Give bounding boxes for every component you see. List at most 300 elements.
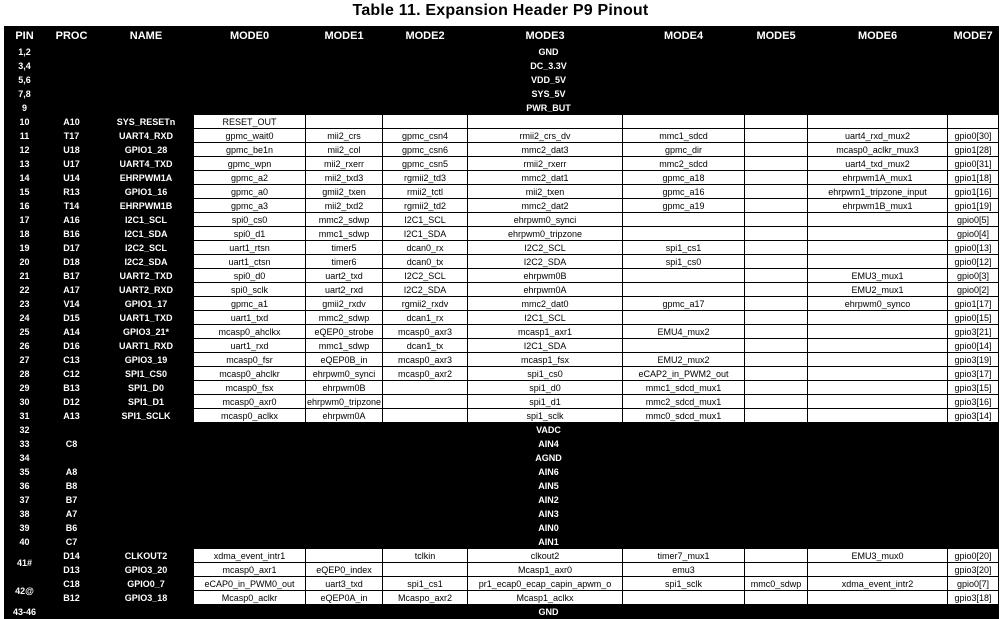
header-mode0: MODE0 [194, 27, 306, 45]
pin-cell: 9 [5, 101, 45, 115]
mode7-cell: gpio0[13] [948, 241, 999, 255]
mode5-cell [745, 143, 808, 157]
spanned-function-cell: PWR_BUT [99, 101, 999, 115]
mode7-cell: gpio3[18] [948, 591, 999, 605]
mode4-cell: spi1_cs0 [623, 255, 745, 269]
table-row [5, 311, 999, 325]
proc-cell: A13 [45, 409, 99, 423]
mode1-cell: mmc2_sdwp [306, 311, 383, 325]
mode6-cell: EMU3_mux0 [808, 549, 948, 563]
mode6-cell: uart4_txd_mux2 [808, 157, 948, 171]
mode1-cell: timer6 [306, 255, 383, 269]
table-row [5, 227, 999, 241]
name-cell: GPIO3_21* [99, 325, 194, 339]
pin-cell: 20 [5, 255, 45, 269]
mode0-cell: gpmc_wpn [194, 157, 306, 171]
header-mode4: MODE4 [623, 27, 745, 45]
mode5-cell [745, 395, 808, 409]
mode1-cell: ehrpwm0A [306, 409, 383, 423]
proc-cell: R13 [45, 185, 99, 199]
mode0-cell: RESET_OUT [194, 115, 306, 129]
mode6-cell: EMU2_mux1 [808, 283, 948, 297]
mode5-cell [745, 325, 808, 339]
pin-cell: 38 [5, 507, 45, 521]
mode3-cell: mmc2_dat0 [468, 297, 623, 311]
spanned-function-cell: AIN4 [99, 437, 999, 451]
table-row [5, 101, 999, 115]
proc-cell: D18 [45, 255, 99, 269]
pin-cell: 5,6 [5, 73, 45, 87]
mode2-cell: dcan1_tx [383, 339, 468, 353]
table-row [5, 493, 999, 507]
pin-cell: 3,4 [5, 59, 45, 73]
pinout-body [5, 45, 999, 619]
mode6-cell [808, 409, 948, 423]
pin-cell: 12 [5, 143, 45, 157]
mode0-cell: mcasp0_fsr [194, 353, 306, 367]
mode7-cell: gpio3[19] [948, 353, 999, 367]
mode0-cell: mcasp0_fsx [194, 381, 306, 395]
mode5-cell [745, 171, 808, 185]
mode0-cell: gpmc_a0 [194, 185, 306, 199]
name-cell: UART2_TXD [99, 269, 194, 283]
mode1-cell: ehrpwm0_synci [306, 367, 383, 381]
mode6-cell [808, 325, 948, 339]
mode0-cell: gpmc_wait0 [194, 129, 306, 143]
proc-cell [45, 45, 99, 59]
table-row [5, 157, 999, 171]
mode1-cell: eQEP0A_in [306, 591, 383, 605]
mode7-cell: gpio0[3] [948, 269, 999, 283]
table-row [5, 507, 999, 521]
table-row [5, 577, 999, 591]
mode5-cell [745, 283, 808, 297]
name-cell: I2C1_SDA [99, 227, 194, 241]
mode7-cell: gpio0[14] [948, 339, 999, 353]
pinout-table [4, 26, 999, 619]
mode1-cell: ehrpwm0B [306, 381, 383, 395]
spanned-function-cell: AIN0 [99, 521, 999, 535]
mode1-cell: gmii2_txen [306, 185, 383, 199]
pin-cell: 24 [5, 311, 45, 325]
proc-cell: A7 [45, 507, 99, 521]
mode3-cell: ehrpwm0A [468, 283, 623, 297]
mode2-cell [383, 381, 468, 395]
mode6-cell: ehrpwm0_synco [808, 297, 948, 311]
mode2-cell [383, 115, 468, 129]
pin-cell: 7,8 [5, 87, 45, 101]
pin-cell: 16 [5, 199, 45, 213]
proc-cell [45, 451, 99, 465]
mode5-cell [745, 591, 808, 605]
pin-cell: 13 [5, 157, 45, 171]
pin-cell: 11 [5, 129, 45, 143]
spanned-function-cell: AIN6 [99, 465, 999, 479]
mode1-cell: mmc2_sdwp [306, 213, 383, 227]
mode3-cell: mii2_txen [468, 185, 623, 199]
name-cell: GPIO3_20 [99, 563, 194, 577]
mode6-cell: uart4_rxd_mux2 [808, 129, 948, 143]
mode1-cell: mii2_txd2 [306, 199, 383, 213]
mode5-cell: mmc0_sdwp [745, 577, 808, 591]
pin-cell: 1,2 [5, 45, 45, 59]
mode2-cell: dcan1_rx [383, 311, 468, 325]
mode0-cell: mcasp0_axr1 [194, 563, 306, 577]
table-row [5, 185, 999, 199]
proc-cell: C7 [45, 535, 99, 549]
table-row [5, 605, 999, 619]
mode4-cell: gpmc_a17 [623, 297, 745, 311]
pin-cell: 30 [5, 395, 45, 409]
table-row [5, 73, 999, 87]
proc-cell: T17 [45, 129, 99, 143]
table-row [5, 213, 999, 227]
mode4-cell: spi1_sclk [623, 577, 745, 591]
mode3-cell: mmc2_dat2 [468, 199, 623, 213]
pin-cell: 22 [5, 283, 45, 297]
table-row [5, 549, 999, 563]
pin-cell: 37 [5, 493, 45, 507]
mode7-cell: gpio3[15] [948, 381, 999, 395]
header-mode2: MODE2 [383, 27, 468, 45]
name-cell: I2C2_SCL [99, 241, 194, 255]
spanned-function-cell: GND [99, 605, 999, 619]
proc-cell: C13 [45, 353, 99, 367]
table-row [5, 353, 999, 367]
proc-cell: B12 [45, 591, 99, 605]
spanned-function-cell: AIN3 [99, 507, 999, 521]
mode0-cell: spi0_sclk [194, 283, 306, 297]
proc-cell: A8 [45, 465, 99, 479]
pin-cell: 14 [5, 171, 45, 185]
mode7-cell: gpio1[17] [948, 297, 999, 311]
spanned-function-cell: GND [99, 45, 999, 59]
mode1-cell: mmc1_sdwp [306, 339, 383, 353]
pin-cell: 33 [5, 437, 45, 451]
table-row [5, 143, 999, 157]
spanned-function-cell: SYS_5V [99, 87, 999, 101]
mode2-cell: Mcaspo_axr2 [383, 591, 468, 605]
mode0-cell: uart1_txd [194, 311, 306, 325]
mode3-cell: rmii2_crs_dv [468, 129, 623, 143]
table-row [5, 591, 999, 605]
mode7-cell: gpio0[30] [948, 129, 999, 143]
spanned-function-cell: AIN2 [99, 493, 999, 507]
table-row [5, 465, 999, 479]
mode1-cell: mii2_rxerr [306, 157, 383, 171]
name-cell: UART4_TXD [99, 157, 194, 171]
mode7-cell: gpio0[2] [948, 283, 999, 297]
table-row [5, 395, 999, 409]
mode5-cell [745, 199, 808, 213]
pin-cell: 36 [5, 479, 45, 493]
table-row [5, 283, 999, 297]
mode3-cell: I2C2_SCL [468, 241, 623, 255]
mode5-cell [745, 409, 808, 423]
mode4-cell: mmc1_sdcd_mux1 [623, 381, 745, 395]
pin-cell: 34 [5, 451, 45, 465]
proc-cell: T14 [45, 199, 99, 213]
mode6-cell [808, 311, 948, 325]
mode1-cell: mii2_crs [306, 129, 383, 143]
proc-cell [45, 423, 99, 437]
pin-cell: 42@ [5, 577, 45, 605]
mode2-cell: dcan0_rx [383, 241, 468, 255]
table-row [5, 325, 999, 339]
mode3-cell: mmc2_dat3 [468, 143, 623, 157]
mode7-cell: gpio0[12] [948, 255, 999, 269]
mode5-cell [745, 297, 808, 311]
pin-cell: 43-46 [5, 605, 45, 619]
mode2-cell: gpmc_csn5 [383, 157, 468, 171]
name-cell: EHRPWM1B [99, 199, 194, 213]
mode2-cell: rgmii2_td2 [383, 199, 468, 213]
mode7-cell: gpio1[16] [948, 185, 999, 199]
mode0-cell: mcasp0_ahclkr [194, 367, 306, 381]
mode4-cell [623, 213, 745, 227]
mode5-cell [745, 367, 808, 381]
pin-cell: 35 [5, 465, 45, 479]
name-cell: UART2_RXD [99, 283, 194, 297]
mode2-cell: rgmii2_rxdv [383, 297, 468, 311]
mode7-cell: gpio0[15] [948, 311, 999, 325]
mode4-cell: EMU2_mux2 [623, 353, 745, 367]
mode4-cell [623, 311, 745, 325]
mode0-cell: uart1_rxd [194, 339, 306, 353]
name-cell: GPIO0_7 [99, 577, 194, 591]
proc-cell: A16 [45, 213, 99, 227]
mode4-cell: mmc2_sdcd [623, 157, 745, 171]
spanned-function-cell: AIN5 [99, 479, 999, 493]
name-cell: I2C1_SCL [99, 213, 194, 227]
proc-cell: A17 [45, 283, 99, 297]
mode1-cell: mii2_col [306, 143, 383, 157]
mode1-cell: eQEP0_strobe [306, 325, 383, 339]
mode2-cell: dcan0_tx [383, 255, 468, 269]
table-row [5, 535, 999, 549]
mode4-cell: emu3 [623, 563, 745, 577]
mode0-cell: gpmc_a3 [194, 199, 306, 213]
mode2-cell: I2C2_SCL [383, 269, 468, 283]
mode0-cell: spi0_d0 [194, 269, 306, 283]
mode6-cell [808, 591, 948, 605]
mode0-cell: Mcasp0_aclkr [194, 591, 306, 605]
table-row [5, 115, 999, 129]
pin-cell: 15 [5, 185, 45, 199]
mode2-cell: spi1_cs1 [383, 577, 468, 591]
mode3-cell: I2C1_SDA [468, 339, 623, 353]
mode4-cell: eCAP2_in_PWM2_out [623, 367, 745, 381]
mode5-cell [745, 381, 808, 395]
pin-cell: 25 [5, 325, 45, 339]
name-cell: GPIO3_19 [99, 353, 194, 367]
pin-cell: 21 [5, 269, 45, 283]
pin-cell: 27 [5, 353, 45, 367]
pin-cell: 29 [5, 381, 45, 395]
mode2-cell: tclkin [383, 549, 468, 563]
mode1-cell: mii2_txd3 [306, 171, 383, 185]
name-cell: CLKOUT2 [99, 549, 194, 563]
mode5-cell [745, 311, 808, 325]
mode3-cell: I2C2_SDA [468, 255, 623, 269]
spanned-function-cell: DC_3.3V [99, 59, 999, 73]
mode1-cell: uart2_rxd [306, 283, 383, 297]
table-row [5, 45, 999, 59]
mode7-cell: gpio3[16] [948, 395, 999, 409]
name-cell: UART1_RXD [99, 339, 194, 353]
mode3-cell: ehrpwm0B [468, 269, 623, 283]
proc-cell: A14 [45, 325, 99, 339]
header-mode5: MODE5 [745, 27, 808, 45]
proc-cell: B8 [45, 479, 99, 493]
mode1-cell: eQEP0B_in [306, 353, 383, 367]
table-row [5, 59, 999, 73]
mode0-cell: xdma_event_intr1 [194, 549, 306, 563]
mode3-cell: spi1_d0 [468, 381, 623, 395]
spanned-function-cell: VADC [99, 423, 999, 437]
mode3-cell: spi1_cs0 [468, 367, 623, 381]
mode3-cell: mmc2_dat1 [468, 171, 623, 185]
table-row [5, 451, 999, 465]
name-cell: GPIO1_28 [99, 143, 194, 157]
mode5-cell [745, 563, 808, 577]
proc-cell: D13 [45, 563, 99, 577]
mode6-cell: mcasp0_aclkr_mux3 [808, 143, 948, 157]
mode6-cell: ehrpwm1B_mux1 [808, 199, 948, 213]
mode5-cell [745, 255, 808, 269]
mode6-cell [808, 395, 948, 409]
proc-cell: U14 [45, 171, 99, 185]
mode7-cell: gpio0[20] [948, 549, 999, 563]
table-row [5, 297, 999, 311]
mode1-cell [306, 115, 383, 129]
mode3-cell: ehrpwm0_synci [468, 213, 623, 227]
mode5-cell [745, 115, 808, 129]
mode4-cell: gpmc_a18 [623, 171, 745, 185]
mode6-cell [808, 227, 948, 241]
mode7-cell: gpio3[20] [948, 563, 999, 577]
name-cell: UART4_RXD [99, 129, 194, 143]
mode4-cell: timer7_mux1 [623, 549, 745, 563]
mode0-cell: mcasp0_ahclkx [194, 325, 306, 339]
mode0-cell: eCAP0_in_PWM0_out [194, 577, 306, 591]
mode3-cell: spi1_d1 [468, 395, 623, 409]
table-row [5, 199, 999, 213]
mode6-cell: xdma_event_intr2 [808, 577, 948, 591]
name-cell: SYS_RESETn [99, 115, 194, 129]
name-cell: GPIO1_17 [99, 297, 194, 311]
pin-cell: 31 [5, 409, 45, 423]
mode6-cell [808, 563, 948, 577]
mode4-cell [623, 591, 745, 605]
proc-cell: D14 [45, 549, 99, 563]
proc-cell: C18 [45, 577, 99, 591]
mode6-cell [808, 353, 948, 367]
mode4-cell [623, 115, 745, 129]
mode6-cell: ehrpwm1A_mux1 [808, 171, 948, 185]
mode3-cell: clkout2 [468, 549, 623, 563]
header-name: NAME [99, 27, 194, 45]
mode7-cell: gpio1[19] [948, 199, 999, 213]
mode5-cell [745, 241, 808, 255]
mode5-cell [745, 549, 808, 563]
proc-cell: B17 [45, 269, 99, 283]
mode7-cell: gpio3[14] [948, 409, 999, 423]
mode3-cell: Mcasp1_axr0 [468, 563, 623, 577]
mode3-cell: spi1_sclk [468, 409, 623, 423]
name-cell: GPIO1_16 [99, 185, 194, 199]
table-row [5, 241, 999, 255]
mode4-cell: EMU4_mux2 [623, 325, 745, 339]
proc-cell: B16 [45, 227, 99, 241]
mode5-cell [745, 185, 808, 199]
proc-cell: C8 [45, 437, 99, 451]
mode4-cell [623, 269, 745, 283]
proc-cell: V14 [45, 297, 99, 311]
table-row [5, 521, 999, 535]
table-row [5, 479, 999, 493]
mode2-cell: gpmc_csn4 [383, 129, 468, 143]
mode1-cell: gmii2_rxdv [306, 297, 383, 311]
proc-cell: C12 [45, 367, 99, 381]
header-mode1: MODE1 [306, 27, 383, 45]
table-row [5, 423, 999, 437]
mode2-cell: rgmii2_td3 [383, 171, 468, 185]
mode4-cell: mmc2_sdcd_mux1 [623, 395, 745, 409]
mode2-cell: rmii2_tctl [383, 185, 468, 199]
mode4-cell [623, 339, 745, 353]
mode1-cell: mmc1_sdwp [306, 227, 383, 241]
mode1-cell: timer5 [306, 241, 383, 255]
mode1-cell: ehrpwm0_tripzone [307, 396, 382, 407]
mode0-cell: spi0_cs0 [194, 213, 306, 227]
mode7-cell: gpio0[7] [948, 577, 999, 591]
table-row [5, 339, 999, 353]
mode7-cell: gpio0[5] [948, 213, 999, 227]
mode2-cell [383, 395, 468, 409]
proc-cell: D16 [45, 339, 99, 353]
mode4-cell: mmc0_sdcd_mux1 [623, 409, 745, 423]
mode5-cell [745, 227, 808, 241]
table-row [5, 269, 999, 283]
name-cell: SPI1_D0 [99, 381, 194, 395]
mode2-cell: mcasp0_axr3 [383, 353, 468, 367]
mode6-cell [808, 115, 948, 129]
spanned-function-cell: VDD_5V [99, 73, 999, 87]
table-row [5, 129, 999, 143]
mode3-cell: mcasp1_axr1 [468, 325, 623, 339]
mode6-cell [808, 367, 948, 381]
proc-cell: D17 [45, 241, 99, 255]
spanned-function-cell: AGND [99, 451, 999, 465]
mode4-cell: gpmc_a19 [623, 199, 745, 213]
mode0-cell: uart1_ctsn [194, 255, 306, 269]
proc-cell [45, 73, 99, 87]
proc-cell: B6 [45, 521, 99, 535]
mode7-cell [948, 115, 999, 129]
header-pin: PIN [5, 27, 45, 45]
mode6-cell: EMU3_mux1 [808, 269, 948, 283]
mode4-cell [623, 227, 745, 241]
mode4-cell: gpmc_a16 [623, 185, 745, 199]
mode0-cell: spi0_d1 [194, 227, 306, 241]
mode0-cell: uart1_rtsn [194, 241, 306, 255]
pin-cell: 28 [5, 367, 45, 381]
pin-cell: 23 [5, 297, 45, 311]
mode5-cell [745, 339, 808, 353]
spanned-function-cell: AIN1 [99, 535, 999, 549]
mode3-cell: rmii2_rxerr [468, 157, 623, 171]
